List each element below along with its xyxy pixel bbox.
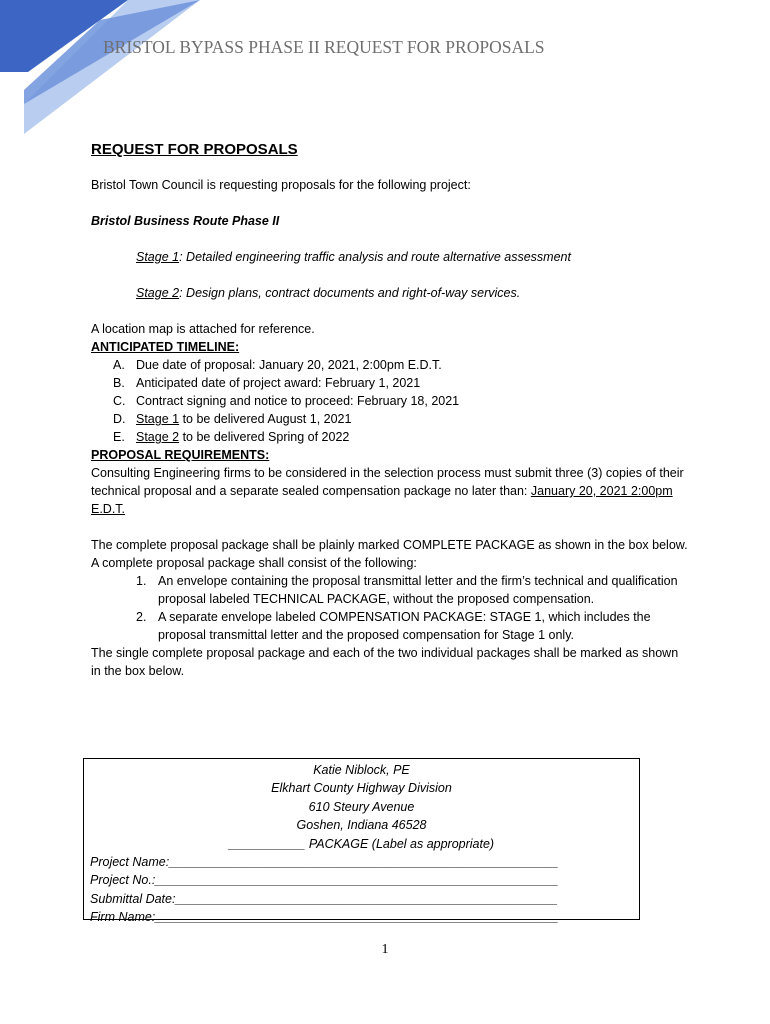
list-item: [91, 410, 691, 428]
project-title: Bristol Business Route Phase II: [91, 214, 280, 228]
requirements-paragraph: [91, 464, 691, 518]
stage-2-line: [91, 284, 691, 302]
deadline-text: January 20, 2021 2:00pm E.D.T.: [91, 484, 673, 516]
recipient-city: Goshen, Indiana 46528: [296, 818, 427, 833]
list-item: [91, 608, 691, 644]
list-text: to be delivered August 1, 2021: [179, 412, 352, 426]
submittal-date-field: Submittal Date:_______________________________________________________: [90, 891, 558, 906]
corner-decoration: [0, 0, 200, 140]
list-letter: C.: [113, 394, 126, 408]
project-name-field: Project Name:________________________________________________________: [90, 855, 559, 870]
stage-1-text: : Detailed engineering traffic analysis and route alternative assessment: [179, 250, 571, 264]
list-text: A separate envelope labeled COMPENSATION PACKAGE: STAGE 1, which includes the proposal transmittal letter and the proposed compensation for Stage 1 only.: [158, 610, 651, 642]
page-number: 1: [381, 942, 389, 957]
stage-1-line: [91, 248, 691, 266]
recipient-street: 610 Steury Avenue: [308, 799, 415, 814]
timeline-heading: ANTICIPATED TIMELINE:: [91, 340, 240, 354]
list-letter: B.: [113, 376, 125, 390]
stage-2-label: Stage 2: [136, 286, 180, 300]
intro-paragraph: Bristol Town Council is requesting proposals for the following project:: [91, 178, 471, 192]
stage-reference: Stage 1: [136, 412, 180, 426]
document-heading: REQUEST FOR PROPOSALS: [91, 141, 298, 158]
stage-1-label: Stage 1: [136, 250, 180, 264]
stage-reference: Stage 2: [136, 430, 180, 444]
location-map-note: A location map is attached for reference.: [91, 322, 315, 336]
list-letter: D.: [113, 412, 126, 426]
recipient-organization: Elkhart County Highway Division: [271, 781, 452, 796]
list-item: [91, 374, 691, 392]
package-list: [91, 572, 691, 644]
recipient-name: Katie Niblock, PE: [313, 763, 410, 777]
document-body: [91, 140, 691, 680]
list-item: [91, 572, 691, 608]
package-outro: The single complete proposal package and each of the two individual packages shall be marked as shown in the box below.: [91, 646, 679, 678]
list-text: Anticipated date of project award: February 1, 2021: [136, 376, 421, 390]
list-letter: E.: [113, 430, 125, 444]
project-number-field: Project No.:__________________________________________________________: [90, 873, 559, 888]
list-text: An envelope containing the proposal transmittal letter and the firm’s technical and qualification proposal labeled TECHNICAL PACKAGE, without the proposed compensation.: [158, 574, 678, 606]
requirements-text: Consulting Engineering firms to be considered in the selection process must submit three (3) copies of their technical proposal and a separate sealed compensation package no later than:: [91, 466, 684, 498]
requirements-heading: PROPOSAL REQUIREMENTS:: [91, 448, 270, 462]
list-item: [91, 356, 691, 374]
firm-name-field: Firm Name:__________________________________________________________: [90, 910, 559, 925]
stage-2-text: : Design plans, contract documents and right-of-way services.: [179, 286, 521, 300]
list-number: 1.: [136, 574, 147, 588]
list-text: Due date of proposal: January 20, 2021, 2:00pm E.D.T.: [136, 358, 442, 372]
list-number: 2.: [136, 610, 147, 624]
list-item: [91, 428, 691, 446]
timeline-list: [91, 356, 691, 446]
list-item: [91, 392, 691, 410]
list-text: to be delivered Spring of 2022: [179, 430, 350, 444]
list-text: Contract signing and notice to proceed: February 18, 2021: [136, 394, 460, 408]
list-letter: A.: [113, 358, 125, 372]
page-header: BRISTOL BYPASS PHASE II REQUEST FOR PROPOSALS: [103, 37, 545, 57]
address-label-box: [83, 758, 640, 925]
package-label-line: ___________ PACKAGE (Label as appropriate): [228, 836, 495, 851]
package-intro: The complete proposal package shall be plainly marked COMPLETE PACKAGE as shown in the box below. A complete proposal package shall consist of the following:: [91, 538, 688, 570]
